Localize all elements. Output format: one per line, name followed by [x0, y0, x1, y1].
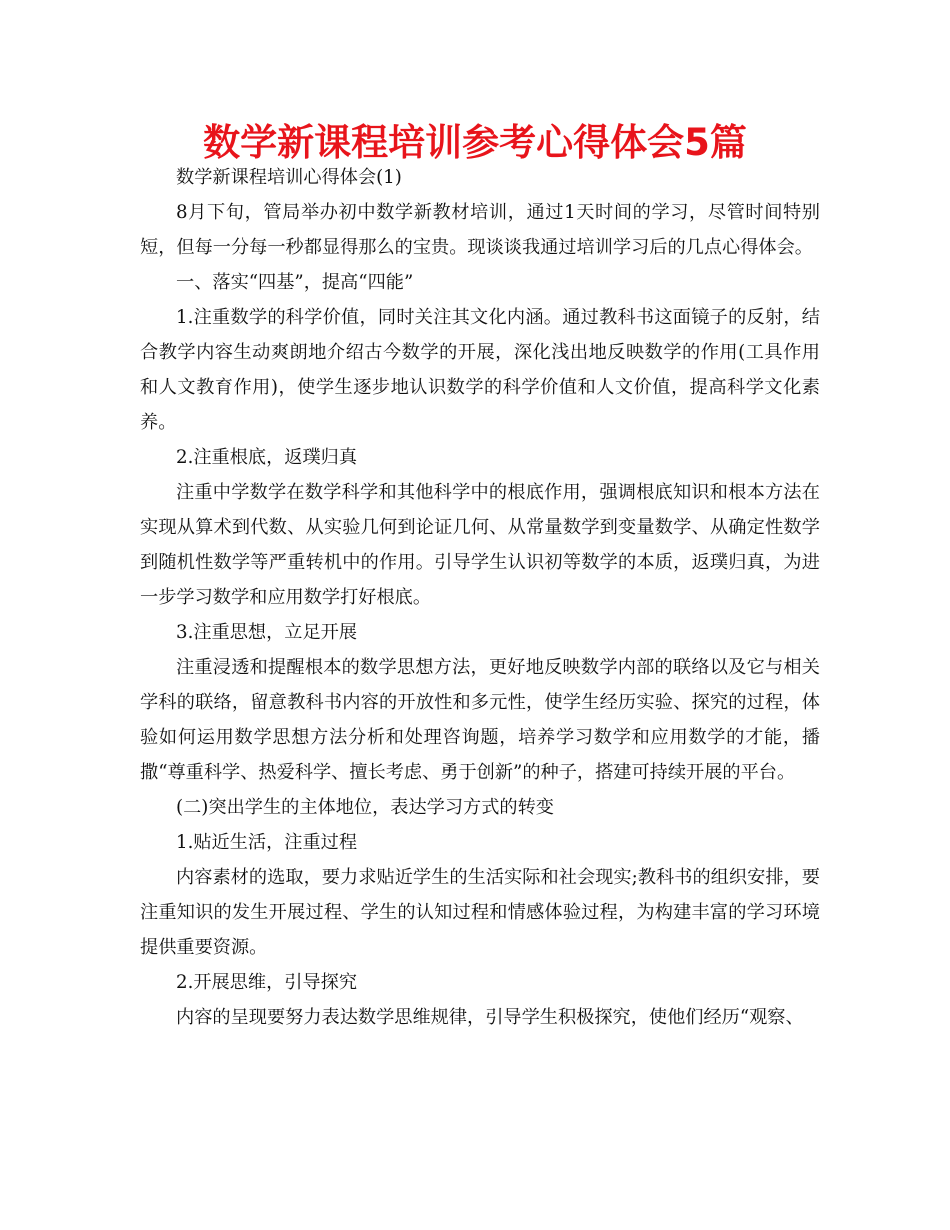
- document-subtitle: 数学新课程培训心得体会(1): [176, 167, 402, 188]
- paragraph-1-2: 注重中学数学在数学科学和其他科学中的根底作用，强调根底知识和根本方法在实现从算术到代数、从实验几何到论证几何、从常量数学到变量数学、从确定性数学到随机性数学等严重转机中的作用。引导学生认识初等数学的本质，返璞归真，为进一步学习数学和应用数学打好根底。: [140, 482, 820, 608]
- document-body: [140, 160, 820, 1035]
- paragraph-2-1: 内容素材的选取，要力求贴近学生的生活实际和社会现实;教科书的组织安排，要注重知识的发生开展过程、学生的认知过程和情感体验过程，为构建丰富的学习环境提供重要资源。: [140, 867, 820, 958]
- paragraph-intro: 8月下旬，管局举办初中数学新教材培训，通过1天时间的学习，尽管时间特别短，但每一分每一秒都显得那么的宝贵。现谈谈我通过培训学习后的几点心得体会。: [140, 202, 820, 258]
- subheading-2-2: 2.开展思维，引导探究: [176, 972, 358, 993]
- paragraph-1-3: 注重浸透和提醒根本的数学思想方法，更好地反映数学内部的联络以及它与相关学科的联络，留意教科书内容的开放性和多元性，使学生经历实验、探究的过程，体验如何运用数学思想方法分析和处理咨询题，培养学习数学和应用数学的才能，播撒“尊重科学、热爱科学、擅长考虑、勇于创新”的种子，搭建可持续开展的平台。: [140, 657, 820, 783]
- subheading-2-1: 1.贴近生活，注重过程: [176, 832, 358, 853]
- paragraph-2-2: 内容的呈现要努力表达数学思维规律，引导学生积极探究，使他们经历“观察、: [176, 1007, 804, 1028]
- subheading-1-3: 3.注重思想，立足开展: [176, 622, 358, 643]
- subheading-1-2: 2.注重根底，返璞归真: [176, 447, 358, 468]
- section-heading-1: 一、落实“四基”，提高“四能”: [176, 272, 414, 293]
- paragraph-1-1: 1.注重数学的科学价值，同时关注其文化内涵。通过教科书这面镜子的反射，结合教学内容生动爽朗地介绍古今数学的开展，深化浅出地反映数学的作用(工具作用和人文教育作用)，使学生逐步地认识数学的科学价值和人文价值，提高科学文化素养。: [140, 307, 820, 433]
- section-heading-2: (二)突出学生的主体地位，表达学习方式的转变: [176, 797, 554, 818]
- document-title: 数学新课程培训参考心得体会5篇: [203, 121, 747, 164]
